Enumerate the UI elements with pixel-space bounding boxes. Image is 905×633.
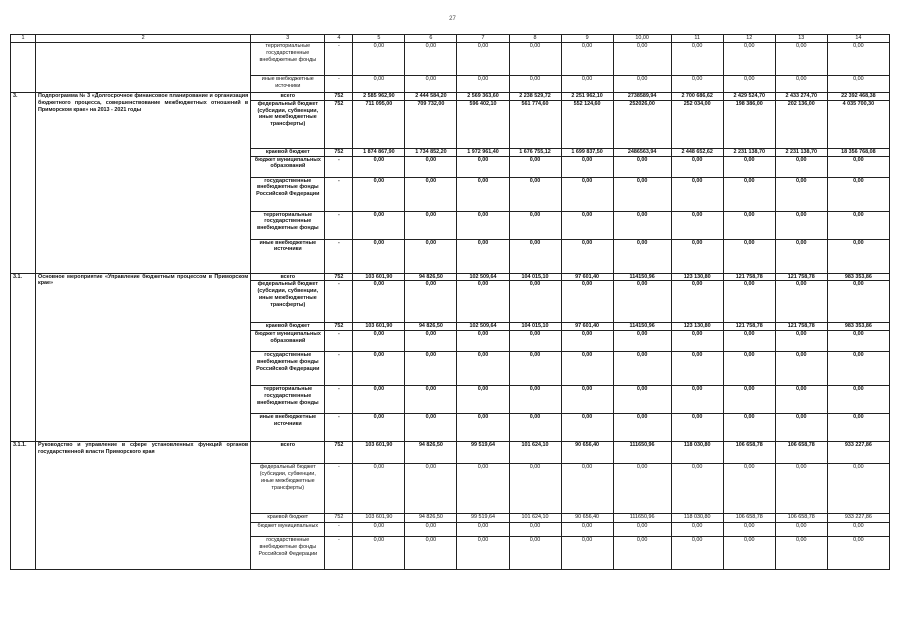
amount-cell: 0,00 bbox=[561, 523, 613, 537]
amount-cell: 0,00 bbox=[405, 177, 457, 211]
column-header-1: 1 bbox=[11, 35, 36, 43]
amount-cell: 0,00 bbox=[353, 331, 405, 352]
amount-cell: 0,00 bbox=[457, 331, 509, 352]
funding-source: всего bbox=[251, 442, 325, 464]
funding-source: бюджет муниципальных bbox=[251, 523, 325, 537]
column-header-4: 4 bbox=[325, 35, 353, 43]
amount-cell: 102 509,64 bbox=[457, 273, 509, 281]
budget-code: - bbox=[325, 156, 353, 177]
amount-cell: 0,00 bbox=[509, 177, 561, 211]
column-number-row bbox=[11, 35, 890, 43]
amount-cell: 0,00 bbox=[671, 414, 723, 442]
amount-cell: 0,00 bbox=[613, 386, 671, 414]
budget-code: - bbox=[325, 537, 353, 570]
amount-cell: 0,00 bbox=[613, 76, 671, 93]
amount-cell: 0,00 bbox=[723, 43, 775, 76]
amount-cell: 0,00 bbox=[509, 352, 561, 386]
budget-code: - bbox=[325, 211, 353, 239]
amount-cell: 0,00 bbox=[671, 177, 723, 211]
amount-cell: 0,00 bbox=[353, 156, 405, 177]
amount-cell: 0,00 bbox=[509, 281, 561, 323]
amount-cell: 0,00 bbox=[775, 523, 827, 537]
amount-cell: 0,00 bbox=[405, 464, 457, 514]
amount-cell: 0,00 bbox=[613, 239, 671, 273]
column-header-6: 6 bbox=[405, 35, 457, 43]
amount-cell: 0,00 bbox=[723, 352, 775, 386]
funding-source: всего bbox=[251, 93, 325, 101]
amount-cell: 0,00 bbox=[457, 156, 509, 177]
amount-cell: 0,00 bbox=[723, 76, 775, 93]
table-row bbox=[11, 442, 890, 464]
budget-code: - bbox=[325, 523, 353, 537]
amount-cell: 0,00 bbox=[353, 239, 405, 273]
budget-code: - bbox=[325, 464, 353, 514]
amount-cell: 2 700 686,62 bbox=[671, 93, 723, 101]
amount-cell: 0,00 bbox=[671, 537, 723, 570]
budget-code: - bbox=[325, 43, 353, 76]
amount-cell: 103 601,90 bbox=[353, 442, 405, 464]
amount-cell: 123 130,80 bbox=[671, 323, 723, 331]
amount-cell: 106 658,78 bbox=[723, 442, 775, 464]
amount-cell: 0,00 bbox=[457, 281, 509, 323]
amount-cell: 0,00 bbox=[613, 281, 671, 323]
amount-cell: 2 429 524,70 bbox=[723, 93, 775, 101]
amount-cell: 2 448 652,62 bbox=[671, 148, 723, 156]
amount-cell: 99 519,64 bbox=[457, 514, 509, 523]
amount-cell: 0,00 bbox=[775, 211, 827, 239]
amount-cell: 1 734 852,20 bbox=[405, 148, 457, 156]
amount-cell: 94 826,50 bbox=[405, 273, 457, 281]
amount-cell: 118 030,80 bbox=[671, 442, 723, 464]
amount-cell: 0,00 bbox=[457, 211, 509, 239]
program-name bbox=[36, 43, 251, 93]
amount-cell: 709 732,00 bbox=[405, 100, 457, 148]
amount-cell: 0,00 bbox=[405, 76, 457, 93]
amount-cell: 0,00 bbox=[457, 43, 509, 76]
funding-source: федеральный бюджет (субсидии, субвенции, иные межбюджетные трансферты) bbox=[251, 100, 325, 148]
amount-cell: 2486563,94 bbox=[613, 148, 671, 156]
amount-cell: 0,00 bbox=[827, 43, 889, 76]
amount-cell: 0,00 bbox=[827, 239, 889, 273]
column-header-12: 12 bbox=[723, 35, 775, 43]
amount-cell: 0,00 bbox=[671, 464, 723, 514]
amount-cell: 1 874 867,90 bbox=[353, 148, 405, 156]
amount-cell: 0,00 bbox=[457, 464, 509, 514]
amount-cell: 0,00 bbox=[353, 281, 405, 323]
amount-cell: 0,00 bbox=[671, 281, 723, 323]
amount-cell: 0,00 bbox=[561, 464, 613, 514]
amount-cell: 18 356 768,08 bbox=[827, 148, 889, 156]
column-header-13: 13 bbox=[775, 35, 827, 43]
amount-cell: 0,00 bbox=[613, 414, 671, 442]
amount-cell: 561 774,60 bbox=[509, 100, 561, 148]
amount-cell: 97 601,40 bbox=[561, 323, 613, 331]
amount-cell: 0,00 bbox=[457, 352, 509, 386]
amount-cell: 0,00 bbox=[561, 43, 613, 76]
amount-cell: 114150,96 bbox=[613, 273, 671, 281]
amount-cell: 0,00 bbox=[561, 76, 613, 93]
amount-cell: 0,00 bbox=[561, 386, 613, 414]
funding-source: бюджет муниципальных образований bbox=[251, 331, 325, 352]
funding-source: краевой бюджет bbox=[251, 514, 325, 523]
column-header-10: 10,00 bbox=[613, 35, 671, 43]
column-header-3: 3 bbox=[251, 35, 325, 43]
amount-cell: 94 826,50 bbox=[405, 442, 457, 464]
amount-cell: 0,00 bbox=[561, 331, 613, 352]
amount-cell: 2 251 962,10 bbox=[561, 93, 613, 101]
amount-cell: 123 130,80 bbox=[671, 273, 723, 281]
amount-cell: 933 227,86 bbox=[827, 442, 889, 464]
amount-cell: 983 353,86 bbox=[827, 323, 889, 331]
column-header-7: 7 bbox=[457, 35, 509, 43]
amount-cell: 202 136,00 bbox=[775, 100, 827, 148]
amount-cell: 0,00 bbox=[827, 177, 889, 211]
amount-cell: 0,00 bbox=[561, 537, 613, 570]
amount-cell: 0,00 bbox=[671, 156, 723, 177]
amount-cell: 106 658,78 bbox=[723, 514, 775, 523]
column-header-8: 8 bbox=[509, 35, 561, 43]
amount-cell: 0,00 bbox=[509, 156, 561, 177]
amount-cell: 4 035 700,30 bbox=[827, 100, 889, 148]
amount-cell: 103 601,90 bbox=[353, 323, 405, 331]
amount-cell: 0,00 bbox=[457, 523, 509, 537]
amount-cell: 0,00 bbox=[613, 331, 671, 352]
funding-source: федеральный бюджет (субсидии, субвенции, иные межбюджетные трансферты) bbox=[251, 281, 325, 323]
amount-cell: 101 624,10 bbox=[509, 514, 561, 523]
amount-cell: 0,00 bbox=[561, 211, 613, 239]
amount-cell: 0,00 bbox=[723, 414, 775, 442]
funding-source: бюджет муниципальных образований bbox=[251, 156, 325, 177]
amount-cell: 0,00 bbox=[353, 537, 405, 570]
row-index: 3.1. bbox=[11, 273, 36, 442]
amount-cell: 0,00 bbox=[775, 43, 827, 76]
amount-cell: 118 030,80 bbox=[671, 514, 723, 523]
amount-cell: 0,00 bbox=[561, 156, 613, 177]
amount-cell: 103 601,90 bbox=[353, 514, 405, 523]
budget-code: 752 bbox=[325, 273, 353, 281]
amount-cell: 0,00 bbox=[671, 523, 723, 537]
amount-cell: 97 601,40 bbox=[561, 273, 613, 281]
amount-cell: 0,00 bbox=[827, 464, 889, 514]
amount-cell: 0,00 bbox=[353, 523, 405, 537]
amount-cell: 90 656,40 bbox=[561, 514, 613, 523]
amount-cell: 0,00 bbox=[457, 76, 509, 93]
amount-cell: 1 676 755,12 bbox=[509, 148, 561, 156]
funding-source: иные внебюджетные источники bbox=[251, 239, 325, 273]
amount-cell: 104 015,10 bbox=[509, 273, 561, 281]
funding-source: федеральный бюджет (субсидии, субвенции, иные межбюджетные трансферты) bbox=[251, 464, 325, 514]
budget-code: 752 bbox=[325, 93, 353, 101]
amount-cell: 0,00 bbox=[827, 414, 889, 442]
amount-cell: 0,00 bbox=[827, 76, 889, 93]
amount-cell: 0,00 bbox=[671, 239, 723, 273]
column-header-2: 2 bbox=[36, 35, 251, 43]
amount-cell: 0,00 bbox=[509, 537, 561, 570]
amount-cell: 0,00 bbox=[671, 331, 723, 352]
budget-code: - bbox=[325, 352, 353, 386]
amount-cell: 0,00 bbox=[353, 76, 405, 93]
amount-cell: 0,00 bbox=[671, 76, 723, 93]
amount-cell: 1 972 961,40 bbox=[457, 148, 509, 156]
row-index: 3.1.1. bbox=[11, 442, 36, 570]
budget-code: - bbox=[325, 331, 353, 352]
amount-cell: 0,00 bbox=[775, 386, 827, 414]
amount-cell: 0,00 bbox=[405, 239, 457, 273]
amount-cell: 0,00 bbox=[827, 386, 889, 414]
amount-cell: 0,00 bbox=[723, 156, 775, 177]
budget-code: 752 bbox=[325, 148, 353, 156]
amount-cell: 0,00 bbox=[405, 414, 457, 442]
amount-cell: 102 509,64 bbox=[457, 323, 509, 331]
amount-cell: 0,00 bbox=[775, 76, 827, 93]
amount-cell: 0,00 bbox=[457, 414, 509, 442]
amount-cell: 0,00 bbox=[353, 464, 405, 514]
amount-cell: 0,00 bbox=[723, 331, 775, 352]
program-name: Основное мероприятие «Управление бюджетным процессом в Приморском крае» bbox=[36, 273, 251, 442]
amount-cell: 0,00 bbox=[405, 352, 457, 386]
amount-cell: 0,00 bbox=[509, 331, 561, 352]
amount-cell: 0,00 bbox=[723, 523, 775, 537]
funding-source: государственные внебюджетные фонды Российской Федерации bbox=[251, 537, 325, 570]
amount-cell: 0,00 bbox=[561, 414, 613, 442]
amount-cell: 2 231 138,70 bbox=[723, 148, 775, 156]
amount-cell: 0,00 bbox=[613, 352, 671, 386]
budget-code: - bbox=[325, 177, 353, 211]
column-header-14: 14 bbox=[827, 35, 889, 43]
amount-cell: 2738589,94 bbox=[613, 93, 671, 101]
amount-cell: 0,00 bbox=[405, 43, 457, 76]
amount-cell: 121 758,78 bbox=[723, 273, 775, 281]
amount-cell: 0,00 bbox=[671, 211, 723, 239]
amount-cell: 2 585 962,90 bbox=[353, 93, 405, 101]
amount-cell: 0,00 bbox=[405, 156, 457, 177]
amount-cell: 0,00 bbox=[775, 331, 827, 352]
column-header-11: 11 bbox=[671, 35, 723, 43]
amount-cell: 0,00 bbox=[405, 281, 457, 323]
amount-cell: 0,00 bbox=[827, 281, 889, 323]
funding-source: всего bbox=[251, 273, 325, 281]
amount-cell: 0,00 bbox=[775, 239, 827, 273]
table-row bbox=[11, 273, 890, 281]
amount-cell: 0,00 bbox=[509, 239, 561, 273]
amount-cell: 252 034,00 bbox=[671, 100, 723, 148]
amount-cell: 0,00 bbox=[723, 537, 775, 570]
amount-cell: 0,00 bbox=[457, 537, 509, 570]
amount-cell: 252026,00 bbox=[613, 100, 671, 148]
amount-cell: 0,00 bbox=[509, 523, 561, 537]
amount-cell: 2 433 274,70 bbox=[775, 93, 827, 101]
amount-cell: 0,00 bbox=[775, 352, 827, 386]
amount-cell: 0,00 bbox=[353, 386, 405, 414]
amount-cell: 0,00 bbox=[723, 239, 775, 273]
amount-cell: 0,00 bbox=[509, 76, 561, 93]
table-row bbox=[11, 43, 890, 76]
amount-cell: 0,00 bbox=[353, 211, 405, 239]
funding-source: государственные внебюджетные фонды Российской Федерации bbox=[251, 352, 325, 386]
amount-cell: 0,00 bbox=[613, 537, 671, 570]
amount-cell: 0,00 bbox=[405, 386, 457, 414]
column-header-9: 9 bbox=[561, 35, 613, 43]
amount-cell: 111650,96 bbox=[613, 514, 671, 523]
budget-code: 752 bbox=[325, 100, 353, 148]
amount-cell: 0,00 bbox=[405, 537, 457, 570]
amount-cell: 104 015,10 bbox=[509, 323, 561, 331]
amount-cell: 90 656,40 bbox=[561, 442, 613, 464]
budget-code: 752 bbox=[325, 514, 353, 523]
budget-table bbox=[10, 34, 890, 570]
amount-cell: 983 353,86 bbox=[827, 273, 889, 281]
amount-cell: 2 238 529,72 bbox=[509, 93, 561, 101]
program-name: Руководство и управление в сфере установленных функций органов государственной власти Приморского края bbox=[36, 442, 251, 570]
budget-code: 752 bbox=[325, 442, 353, 464]
funding-source: краевой бюджет bbox=[251, 148, 325, 156]
budget-code: - bbox=[325, 414, 353, 442]
amount-cell: 552 124,60 bbox=[561, 100, 613, 148]
amount-cell: 0,00 bbox=[353, 177, 405, 211]
amount-cell: 0,00 bbox=[613, 43, 671, 76]
amount-cell: 0,00 bbox=[723, 177, 775, 211]
program-name: Подпрограмма № 3 «Долгосрочное финансовое планирование и организация бюджетного процесса, совершенствование межбюджетных отношений в Приморском крае» на 2013 - 2021 годы bbox=[36, 93, 251, 274]
amount-cell: 0,00 bbox=[457, 177, 509, 211]
amount-cell: 711 095,00 bbox=[353, 100, 405, 148]
amount-cell: 0,00 bbox=[509, 211, 561, 239]
amount-cell: 103 601,90 bbox=[353, 273, 405, 281]
amount-cell: 0,00 bbox=[827, 211, 889, 239]
table-body bbox=[11, 43, 890, 570]
amount-cell: 0,00 bbox=[353, 43, 405, 76]
amount-cell: 106 658,78 bbox=[775, 514, 827, 523]
amount-cell: 0,00 bbox=[775, 281, 827, 323]
page-number: 27 bbox=[449, 16, 456, 22]
amount-cell: 2 231 138,70 bbox=[775, 148, 827, 156]
amount-cell: 0,00 bbox=[509, 414, 561, 442]
amount-cell: 0,00 bbox=[561, 239, 613, 273]
amount-cell: 0,00 bbox=[827, 537, 889, 570]
funding-source: территориальные государственные внебюджетные фонды bbox=[251, 211, 325, 239]
budget-code: 752 bbox=[325, 323, 353, 331]
amount-cell: 114150,96 bbox=[613, 323, 671, 331]
amount-cell: 1 699 837,50 bbox=[561, 148, 613, 156]
amount-cell: 0,00 bbox=[353, 352, 405, 386]
funding-source: иные внебюджетные источники bbox=[251, 76, 325, 93]
amount-cell: 0,00 bbox=[561, 281, 613, 323]
amount-cell: 2 569 363,60 bbox=[457, 93, 509, 101]
budget-code: - bbox=[325, 281, 353, 323]
amount-cell: 0,00 bbox=[671, 386, 723, 414]
amount-cell: 0,00 bbox=[613, 464, 671, 514]
amount-cell: 0,00 bbox=[671, 352, 723, 386]
funding-source: территориальные государственные внебюджетные фонды bbox=[251, 43, 325, 76]
amount-cell: 0,00 bbox=[775, 464, 827, 514]
amount-cell: 0,00 bbox=[723, 464, 775, 514]
budget-code: - bbox=[325, 76, 353, 93]
amount-cell: 0,00 bbox=[353, 414, 405, 442]
amount-cell: 0,00 bbox=[561, 177, 613, 211]
amount-cell: 0,00 bbox=[775, 177, 827, 211]
amount-cell: 111650,96 bbox=[613, 442, 671, 464]
amount-cell: 0,00 bbox=[509, 386, 561, 414]
amount-cell: 0,00 bbox=[775, 537, 827, 570]
row-index bbox=[11, 43, 36, 93]
amount-cell: 0,00 bbox=[509, 464, 561, 514]
amount-cell: 121 758,78 bbox=[775, 323, 827, 331]
amount-cell: 99 519,64 bbox=[457, 442, 509, 464]
amount-cell: 94 826,50 bbox=[405, 514, 457, 523]
amount-cell: 0,00 bbox=[671, 43, 723, 76]
budget-code: - bbox=[325, 386, 353, 414]
amount-cell: 596 402,10 bbox=[457, 100, 509, 148]
amount-cell: 0,00 bbox=[613, 211, 671, 239]
amount-cell: 94 826,50 bbox=[405, 323, 457, 331]
funding-source: иные внебюджетные источники bbox=[251, 414, 325, 442]
funding-source: краевой бюджет bbox=[251, 323, 325, 331]
amount-cell: 0,00 bbox=[827, 331, 889, 352]
amount-cell: 0,00 bbox=[509, 43, 561, 76]
amount-cell: 0,00 bbox=[723, 211, 775, 239]
amount-cell: 0,00 bbox=[405, 211, 457, 239]
table-row bbox=[11, 93, 890, 101]
amount-cell: 106 658,78 bbox=[775, 442, 827, 464]
amount-cell: 121 758,78 bbox=[775, 273, 827, 281]
amount-cell: 101 624,10 bbox=[509, 442, 561, 464]
amount-cell: 0,00 bbox=[613, 156, 671, 177]
row-index: 3. bbox=[11, 93, 36, 274]
amount-cell: 0,00 bbox=[827, 523, 889, 537]
funding-source: территориальные государственные внебюджетные фонды bbox=[251, 386, 325, 414]
amount-cell: 0,00 bbox=[561, 352, 613, 386]
amount-cell: 0,00 bbox=[457, 239, 509, 273]
amount-cell: 0,00 bbox=[405, 523, 457, 537]
budget-code: - bbox=[325, 239, 353, 273]
amount-cell: 0,00 bbox=[775, 414, 827, 442]
amount-cell: 933 227,86 bbox=[827, 514, 889, 523]
amount-cell: 0,00 bbox=[827, 352, 889, 386]
amount-cell: 0,00 bbox=[827, 156, 889, 177]
amount-cell: 0,00 bbox=[613, 177, 671, 211]
amount-cell: 0,00 bbox=[775, 156, 827, 177]
funding-source: государственные внебюджетные фонды Российской Федерации bbox=[251, 177, 325, 211]
amount-cell: 121 758,78 bbox=[723, 323, 775, 331]
amount-cell: 2 444 584,20 bbox=[405, 93, 457, 101]
amount-cell: 198 386,00 bbox=[723, 100, 775, 148]
amount-cell: 0,00 bbox=[723, 386, 775, 414]
amount-cell: 0,00 bbox=[723, 281, 775, 323]
amount-cell: 0,00 bbox=[613, 523, 671, 537]
amount-cell: 22 392 468,38 bbox=[827, 93, 889, 101]
amount-cell: 0,00 bbox=[405, 331, 457, 352]
column-header-5: 5 bbox=[353, 35, 405, 43]
amount-cell: 0,00 bbox=[457, 386, 509, 414]
